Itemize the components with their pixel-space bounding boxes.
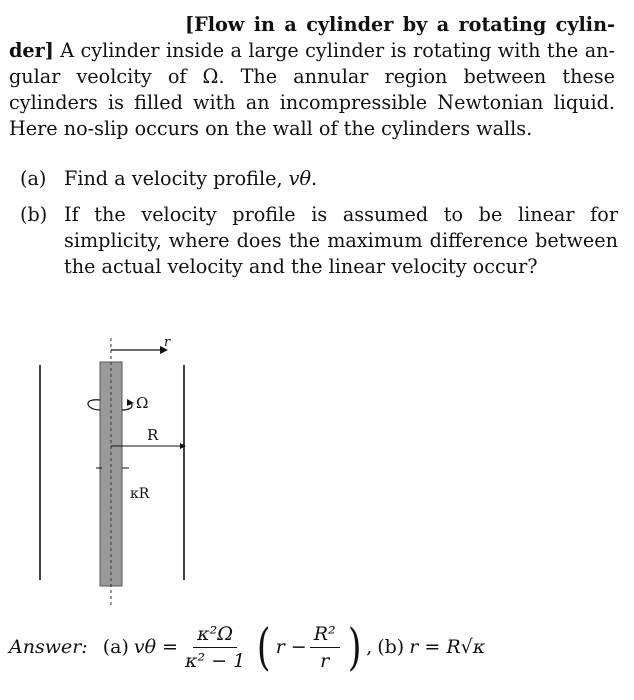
R-label: R — [147, 426, 159, 444]
answer-inner-fraction — [310, 623, 340, 672]
answer-comma: , — [366, 636, 373, 658]
answer-paren-open: ( — [257, 618, 271, 676]
R-arrow-head — [180, 443, 186, 449]
question-a-text: Find a velocity profile, — [64, 167, 289, 190]
answer-paren-close: ) — [347, 618, 362, 676]
question-b — [20, 202, 618, 280]
cylinder-diagram — [30, 330, 210, 610]
answer-inner-numerator: R² — [310, 623, 340, 648]
question-a — [20, 166, 618, 192]
question-a-period: . — [311, 167, 318, 190]
question-b-text: If the velocity profile is assumed to be linear for simplicity, where does the maximum difference between the actual velocity and the linear velocity occur? — [64, 203, 618, 278]
answer-inner-r: r − — [275, 636, 307, 658]
problem-title-1: [Flow in a cylinder by a rotating cylin- — [185, 13, 615, 36]
omega-label: Ω — [136, 394, 149, 412]
rotation-arrow-head — [127, 399, 134, 406]
problem-title-2: der] — [9, 39, 54, 62]
answer-label: Answer: — [9, 636, 88, 658]
answer-a-label: (a) — [102, 636, 129, 658]
question-a-symbol: vθ — [288, 167, 312, 190]
problem-statement — [9, 12, 615, 142]
answer-b-expression: r = R√κ — [409, 636, 486, 658]
answer-line — [9, 612, 609, 682]
answer-inner-denominator: r — [320, 649, 330, 672]
question-list — [20, 166, 618, 290]
answer-fraction-numerator: κ²Ω — [193, 623, 237, 648]
kR-label: κR — [130, 486, 150, 502]
answer-fraction — [181, 623, 249, 672]
question-a-label: (a) — [20, 167, 47, 190]
answer-fraction-denominator: κ² − 1 — [185, 649, 246, 672]
problem-body: A cylinder inside a large cylinder is rotating with the an-gular veolcity of Ω. The annular region between these cylinders is filled with an incompressible Newtonian liquid. Here no-slip occurs on the wall of the cylinders walls. — [9, 39, 615, 140]
answer-lhs: vθ = — [133, 636, 178, 658]
inner-cylinder — [100, 362, 122, 586]
r-label: r — [164, 335, 171, 350]
question-b-label: (b) — [20, 203, 48, 226]
answer-b-label: (b) — [377, 636, 405, 658]
